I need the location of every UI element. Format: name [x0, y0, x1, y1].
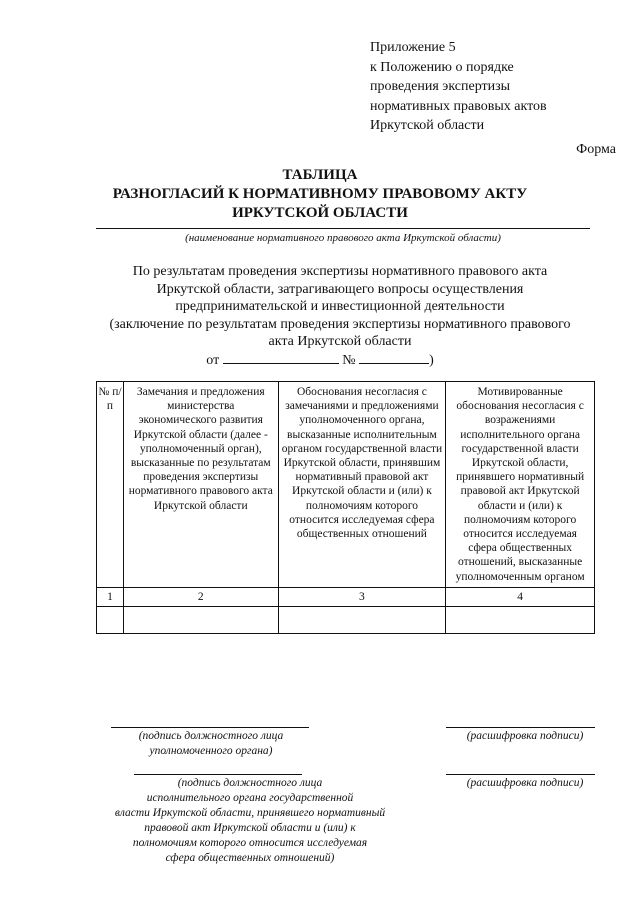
empty-data-row	[97, 607, 595, 634]
appendix-line: проведения экспертизы	[370, 79, 511, 94]
intro-line: Иркутской области, затрагивающего вопросы осуществления	[156, 281, 524, 297]
number-blank	[359, 350, 429, 364]
act-name-blank-line	[96, 228, 590, 229]
date-prefix: от	[206, 353, 220, 368]
header-cell-number: № п/п	[97, 382, 124, 588]
decode-caption-1: (расшифровка подписи)	[466, 730, 584, 742]
form-label: Форма	[576, 142, 616, 157]
appendix-line: к Положению о порядке	[370, 59, 514, 75]
appendix-line: нормативных правовых актов	[370, 98, 547, 114]
signature-caption-line: сфера общественных отношений)	[165, 852, 335, 864]
date-number-row	[0, 350, 640, 369]
intro-line: предпринимательской и инвестиционной деятельности	[175, 299, 505, 314]
intro-paragraph	[70, 263, 610, 351]
signature-caption-line: (подпись должностного лица	[177, 777, 323, 789]
decode-line-2	[446, 774, 595, 775]
document-title	[0, 166, 640, 223]
signature-caption-line: исполнительного органа государственной	[146, 792, 354, 804]
column-number: 4	[446, 587, 595, 606]
signature-caption-line: правовой акт Иркутской области и (или) к	[144, 822, 356, 834]
empty-cell	[123, 607, 278, 634]
title-line: РАЗНОГЛАСИЙ К НОРМАТИВНОМУ ПРАВОВОМУ АКТУ	[112, 186, 528, 202]
disagreements-table	[96, 381, 595, 634]
intro-line: (заключение по результатам проведения экспертизы нормативного правового	[109, 316, 571, 332]
title-line: ТАБЛИЦА	[282, 167, 358, 183]
column-number: 3	[278, 587, 446, 606]
empty-cell	[278, 607, 446, 634]
number-prefix: №	[342, 353, 356, 368]
signature-line-1	[111, 727, 309, 728]
signature-caption-line: полномочиям которого относится исследуемая	[132, 837, 368, 849]
column-number-row	[97, 587, 595, 606]
signature-caption-2	[80, 776, 420, 866]
signature-caption-line: власти Иркутской области, принявшего нормативный	[114, 807, 386, 819]
title-line: ИРКУТСКОЙ ОБЛАСТИ	[232, 205, 408, 221]
act-name-caption: (наименование нормативного правового акта Иркутской области)	[185, 232, 501, 244]
intro-line: акта Иркутской области	[268, 334, 412, 349]
signature-line-2	[134, 774, 302, 775]
header-cell-disagreement: Обоснования несогласия с замечаниями и предложениями уполномоченного органа, высказанные исполнительным органом государственной власти Иркутской области, принявшим нормативный правовой акт Иркутской области и (или) к полномочиям которого относится исследуемая сфера общественных отношений	[278, 382, 446, 588]
intro-line: По результатам проведения экспертизы нормативного правового акта	[132, 264, 548, 279]
table-header-row	[97, 382, 595, 588]
signature-caption-1	[96, 729, 326, 759]
appendix-line: Иркутской области	[370, 118, 485, 133]
column-number: 1	[97, 587, 124, 606]
appendix-block	[370, 38, 547, 136]
column-number: 2	[123, 587, 278, 606]
decode-caption-2: (расшифровка подписи)	[466, 777, 584, 789]
empty-cell	[97, 607, 124, 634]
closing-paren: )	[429, 353, 434, 368]
appendix-line: Приложение 5	[370, 40, 456, 55]
header-cell-motivated: Мотивированные обоснования несогласия с возражениями исполнительного органа государственной власти Иркутской области, принявшего нормативный правовой акт Иркутской области и (или) к полномочиям которого относится исследуемая сфера общественных отношений, высказанные уполномоченным органом	[446, 382, 595, 588]
header-cell-remarks: Замечания и предложения министерства экономического развития Иркутской области (далее - уполномоченный орган), высказанные по результатам проведения экспертизы нормативного правового акта Иркутской области	[123, 382, 278, 588]
empty-cell	[446, 607, 595, 634]
decode-line-1	[446, 727, 595, 728]
signature-caption-line: уполномоченного органа)	[149, 745, 273, 757]
date-blank	[223, 350, 339, 364]
signature-caption-line: (подпись должностного лица	[138, 730, 284, 742]
